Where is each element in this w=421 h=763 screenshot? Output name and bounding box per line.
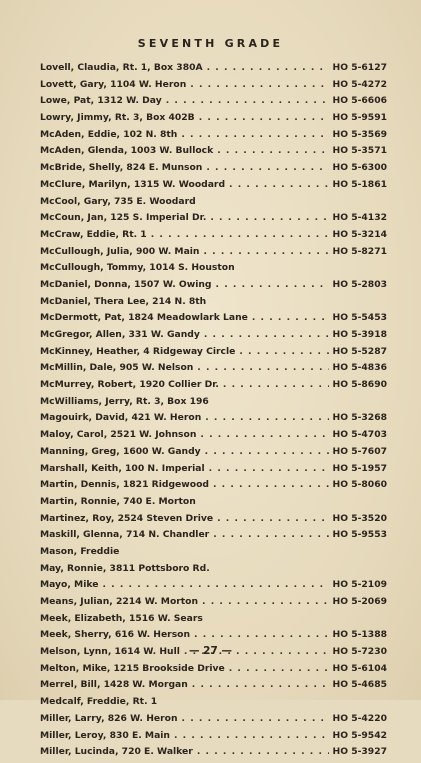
entry-phone: HO 5-1957	[332, 462, 387, 474]
directory-entry	[40, 479, 387, 496]
entry-phone: HO 5-3571	[332, 145, 387, 157]
entry-name-address: McMillin, Dale, 905 W. Nelson	[40, 362, 194, 374]
entry-name-address: Meek, Sherry, 616 W. Herson	[40, 629, 191, 641]
directory-entry	[40, 446, 387, 463]
directory-entry	[40, 746, 387, 763]
entry-name-address: Maloy, Carol, 2521 W. Johnson	[40, 429, 197, 441]
entry-phone: HO 5-5287	[332, 345, 387, 357]
entry-name-address: Mason, Freddie	[40, 545, 120, 557]
directory-entry	[40, 246, 387, 263]
directory-entry	[40, 679, 387, 696]
directory-entry	[40, 663, 387, 680]
entry-name-address: Lovett, Gary, 1104 W. Heron	[40, 78, 187, 90]
dot-leader	[205, 446, 329, 457]
dot-leader	[181, 129, 328, 140]
directory-entry	[40, 362, 387, 379]
entry-name-address: Miller, Larry, 826 W. Heron	[40, 712, 178, 724]
dot-leader	[252, 312, 329, 323]
entry-phone: HO 5-4703	[332, 429, 387, 441]
directory-entry	[40, 329, 387, 346]
directory-entry	[40, 279, 387, 296]
directory-entry	[40, 529, 387, 546]
dot-leader	[210, 212, 328, 223]
entry-name-address: Martin, Ronnie, 740 E. Morton	[40, 495, 196, 507]
entry-phone: HO 5-7607	[332, 445, 387, 457]
directory-list	[40, 62, 387, 763]
dot-leader	[205, 412, 328, 423]
directory-entry	[40, 95, 387, 112]
dot-leader	[217, 513, 328, 524]
entry-phone: HO 5-3214	[332, 228, 387, 240]
entry-name-address: Means, Julian, 2214 W. Morton	[40, 596, 199, 607]
directory-entry	[40, 262, 387, 279]
entry-phone: HO 5-4220	[332, 712, 387, 724]
directory-entry	[40, 429, 387, 446]
directory-entry	[40, 312, 387, 329]
entry-name-address: Miller, Lucinda, 720 E. Walker	[40, 746, 193, 758]
entry-phone: HO 5-8060	[332, 479, 387, 491]
entry-phone: HO 5-2069	[332, 596, 387, 607]
directory-entry	[40, 546, 387, 563]
entry-phone: HO 5-6606	[332, 95, 387, 107]
entry-name-address: McBride, Shelly, 824 E. Munson	[40, 162, 203, 174]
directory-entry	[40, 112, 387, 129]
entry-name-address: McGregor, Allen, 331 W. Gandy	[40, 329, 200, 340]
entry-phone: HO 5-7230	[332, 646, 387, 658]
entry-phone: HO 5-6300	[332, 162, 387, 174]
dot-leader	[199, 112, 329, 123]
entry-phone: HO 5-9542	[332, 729, 387, 741]
dot-leader	[200, 429, 328, 440]
directory-entry	[40, 79, 387, 96]
directory-entry	[40, 346, 387, 363]
page-number: — 27 —	[189, 645, 232, 657]
dot-leader	[203, 246, 328, 257]
entry-name-address: May, Ronnie, 3811 Pottsboro Rd.	[40, 562, 210, 574]
directory-entry	[40, 379, 387, 396]
entry-name-address: Lowe, Pat, 1312 W. Day	[40, 95, 162, 107]
entry-name-address: Lovell, Claudia, Rt. 1, Box 380A	[40, 62, 203, 73]
directory-entry	[40, 212, 387, 229]
entry-name-address: McCoun, Jan, 125 S. Imperial Dr.	[40, 212, 207, 224]
dot-leader	[174, 730, 329, 741]
directory-entry	[40, 496, 387, 513]
entry-name-address: Meek, Elizabeth, 1516 W. Sears	[40, 612, 203, 624]
directory-entry	[40, 179, 387, 196]
entry-name-address: McCool, Gary, 735 E. Woodard	[40, 195, 196, 207]
directory-entry	[40, 62, 387, 79]
entry-phone: HO 5-8690	[332, 379, 387, 391]
directory-entry	[40, 196, 387, 213]
entry-name-address: McKinney, Heather, 4 Ridgeway Circle	[40, 345, 236, 357]
directory-entry	[40, 412, 387, 429]
entry-phone: HO 5-6127	[332, 62, 387, 73]
directory-entry	[40, 730, 387, 747]
directory-entry	[40, 629, 387, 646]
dot-leader	[229, 663, 329, 674]
entry-name-address: McCullough, Tommy, 1014 S. Houston	[40, 262, 235, 274]
entry-name-address: McDaniel, Thera Lee, 214 N. 8th	[40, 295, 207, 307]
entry-name-address: McAden, Glenda, 1003 W. Bullock	[40, 145, 214, 157]
entry-name-address: Martin, Dennis, 1821 Ridgewood	[40, 479, 209, 491]
directory-entry	[40, 296, 387, 313]
entry-name-address: Manning, Greg, 1600 W. Gandy	[40, 445, 201, 457]
entry-name-address: Melton, Mike, 1215 Brookside Drive	[40, 662, 225, 674]
entry-name-address: Miller, Leroy, 830 E. Main	[40, 729, 170, 741]
dot-leader	[182, 713, 329, 724]
entry-phone: HO 5-8271	[332, 245, 387, 257]
directory-entry	[40, 162, 387, 179]
dot-leader	[213, 529, 328, 540]
dot-leader	[229, 179, 328, 190]
dot-leader	[207, 62, 329, 73]
dot-leader	[204, 329, 329, 340]
dot-leader	[102, 579, 328, 590]
directory-entry	[40, 396, 387, 413]
entry-phone: HO 5-3520	[332, 512, 387, 524]
entry-name-address: Maskill, Glenna, 714 N. Chandler	[40, 529, 210, 541]
dot-leader	[206, 162, 328, 173]
directory-entry	[40, 579, 387, 596]
entry-phone: HO 5-6104	[332, 662, 387, 674]
entry-phone: HO 5-3569	[332, 128, 387, 140]
entry-name-address: Melson, Lynn, 1614 W. Hull	[40, 646, 180, 658]
entry-phone: HO 5-1388	[332, 629, 387, 641]
entry-name-address: McWilliams, Jerry, Rt. 3, Box 196	[40, 395, 209, 407]
entry-name-address: Mayo, Mike	[40, 579, 99, 591]
directory-entry	[40, 696, 387, 713]
entry-name-address: McMurrey, Robert, 1920 Collier Dr.	[40, 379, 219, 391]
dot-leader	[151, 229, 329, 240]
entry-phone: HO 5-3268	[332, 412, 387, 424]
entry-phone: HO 5-4836	[332, 362, 387, 374]
directory-entry	[40, 129, 387, 146]
directory-entry	[40, 463, 387, 480]
dot-leader	[239, 346, 328, 357]
entry-name-address: McDermott, Pat, 1824 Meadowlark Lane	[40, 312, 248, 324]
dot-leader	[192, 679, 329, 690]
directory-entry	[40, 713, 387, 730]
entry-phone: HO 5-5453	[332, 312, 387, 324]
dot-leader	[194, 629, 328, 640]
dot-leader	[197, 746, 329, 757]
entry-name-address: Merrel, Bill, 1428 W. Morgan	[40, 679, 188, 691]
entry-phone: HO 5-1861	[332, 178, 387, 190]
entry-name-address: McAden, Eddie, 102 N. 8th	[40, 128, 178, 140]
directory-entry	[40, 596, 387, 613]
entry-phone: HO 5-3927	[332, 746, 387, 758]
entry-name-address: Magouirk, David, 421 W. Heron	[40, 412, 202, 424]
dot-leader	[190, 79, 328, 90]
directory-entry	[40, 613, 387, 630]
directory-entry	[40, 229, 387, 246]
dot-leader	[216, 279, 329, 290]
page-heading: SEVENTH GRADE	[137, 37, 284, 50]
entry-phone: HO 5-9591	[332, 112, 387, 124]
entry-phone: HO 5-4132	[332, 212, 387, 224]
dot-leader	[217, 145, 328, 156]
entry-name-address: Martinez, Roy, 2524 Steven Drive	[40, 512, 214, 524]
entry-phone: HO 5-3918	[332, 329, 387, 340]
entry-name-address: McCraw, Eddie, Rt. 1	[40, 228, 147, 240]
dot-leader	[197, 362, 328, 373]
entry-phone: HO 5-2109	[332, 579, 387, 591]
entry-name-address: Marshall, Keith, 100 N. Imperial	[40, 462, 205, 474]
entry-name-address: McClure, Marilyn, 1315 W. Woodard	[40, 178, 226, 190]
directory-entry	[40, 513, 387, 530]
entry-phone: HO 5-4272	[332, 78, 387, 90]
directory-entry	[40, 563, 387, 580]
entry-name-address: McDaniel, Donna, 1507 W. Owing	[40, 278, 212, 290]
dot-leader	[209, 463, 329, 474]
entry-name-address: McCullough, Julia, 900 W. Main	[40, 245, 200, 257]
entry-phone: HO 5-2803	[332, 278, 387, 290]
dot-leader	[166, 95, 329, 106]
directory-entry	[40, 145, 387, 162]
dot-leader	[223, 379, 329, 390]
entry-name-address: Medcalf, Freddie, Rt. 1	[40, 696, 158, 708]
dot-leader	[202, 596, 328, 607]
entry-phone: HO 5-4685	[332, 679, 387, 691]
entry-name-address: Lowry, Jimmy, Rt. 3, Box 402B	[40, 112, 195, 124]
entry-phone: HO 5-9553	[332, 529, 387, 541]
dot-leader	[213, 479, 329, 490]
